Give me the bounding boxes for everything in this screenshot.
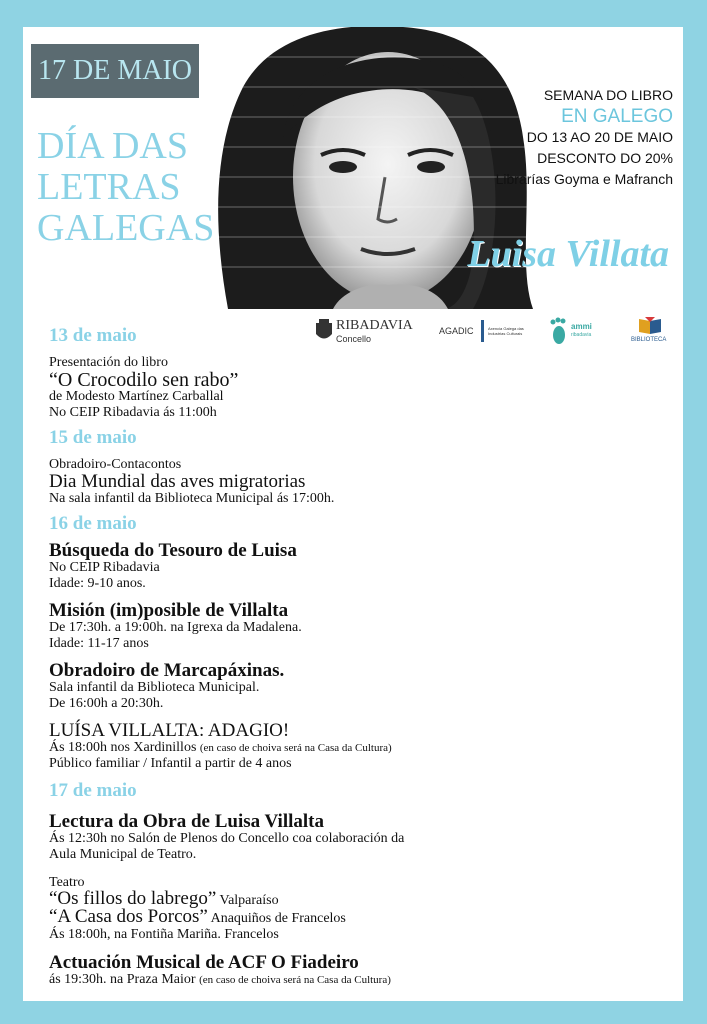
event-item [49, 953, 669, 988]
event-item [49, 812, 669, 863]
rain-note: (en caso de choiva será na Casa da Cultura) [199, 974, 391, 986]
event-title-line: DÍA DAS [37, 125, 188, 167]
play-title: “Os fillos do labrego” [49, 888, 217, 909]
event-title-line: GALEGAS [37, 207, 215, 249]
author-name: Luisa Villata [467, 233, 669, 275]
play-company: Anaquiños de Francelos [210, 911, 346, 926]
event-item [49, 355, 669, 421]
event-detail [49, 740, 669, 756]
book-week-info [443, 85, 673, 190]
event-detail: De 17:30h. a 19:00h. na Igrexa da Madalena. [49, 620, 302, 635]
event-type: Presentación do libro [49, 355, 168, 370]
week-line: SEMANA DO LIBRO [543, 87, 673, 103]
event-detail: Na sala infantil da Biblioteca Municipal ás 17:00h. [49, 491, 335, 506]
event-detail: Ás 18:00h, na Fontiña Mariña. Francelos [49, 927, 279, 942]
event-detail [49, 906, 669, 927]
biblioteca-wordmark: BIBLIOTECA [631, 337, 667, 343]
event-item [49, 721, 669, 772]
event-detail: Idade: 11-17 anos [49, 636, 149, 651]
day-heading: 17 de maio [49, 780, 137, 801]
event-title: Misión (im)posible de Villalta [49, 600, 289, 621]
ribadavia-wordmark: RIBADAVIA [336, 318, 413, 333]
event-detail: Sala infantil da Biblioteca Municipal. [49, 680, 260, 695]
event-item [49, 457, 669, 507]
event-type: Obradoiro-Contacontos [49, 457, 182, 472]
event-title: Obradoiro de Marcapáxinas. [49, 660, 285, 681]
week-line: DESCONTO DO 20% [537, 150, 673, 166]
event-item [49, 601, 669, 652]
week-line-accent: EN GALEGO [561, 106, 673, 127]
event-detail: No CEIP Ribadavia ás 11:00h [49, 405, 217, 420]
event-detail: Aula Municipal de Teatro. [49, 847, 197, 862]
agadic-subtitle: Axencia Galega das Industrias Culturais [488, 326, 524, 336]
week-line: Librarías Goyma e Mafranch [495, 171, 673, 187]
event-type: Teatro [49, 875, 85, 890]
day-heading: 15 de maio [49, 427, 137, 448]
play-company: Valparaíso [219, 893, 279, 908]
ammi-subtitle: ribadavia [571, 332, 592, 338]
event-title: Actuación Musical de ACF O Fiadeiro [49, 952, 359, 973]
concello-wordmark: Concello [336, 334, 372, 344]
poster [23, 27, 683, 1001]
event-detail: Ás 12:30h no Salón de Plenos do Concello coa colaboración da [49, 831, 405, 846]
agadic-wordmark: AGADIC [439, 326, 474, 336]
week-line: DO 13 AO 20 DE MAIO [526, 129, 673, 145]
ammi-wordmark: ammi [571, 322, 592, 331]
date-badge: 17 DE MAIO [31, 44, 199, 98]
event-title: Búsqueda do Tesouro de Luisa [49, 540, 297, 561]
event-title-line: LETRAS [37, 166, 181, 208]
event-detail: Público familiar / Infantil a partir de 4 anos [49, 756, 292, 771]
play-title: “A Casa dos Porcos” [49, 906, 208, 927]
event-detail: No CEIP Ribadavia [49, 560, 160, 575]
event-title: Lectura da Obra de Luisa Villalta [49, 811, 324, 832]
event-title [37, 126, 237, 249]
day-heading: 13 de maio [49, 325, 137, 346]
event-item [49, 661, 669, 712]
event-detail [49, 972, 669, 988]
rain-note: (en caso de choiva será na Casa da Cultura) [199, 742, 392, 754]
day-heading: 16 de maio [49, 513, 137, 534]
event-item [49, 541, 669, 592]
event-item [49, 875, 669, 943]
event-title: “O Crocodilo sen rabo” [49, 369, 239, 391]
event-time: ás 19:30h. na Praza Maior [49, 972, 196, 987]
event-detail: Idade: 9-10 anos. [49, 576, 146, 591]
event-time: Ás 18:00h nos Xardinillos [49, 740, 197, 755]
event-detail: de Modesto Martínez Carballal [49, 389, 224, 404]
event-title: Dia Mundial das aves migratorias [49, 471, 306, 492]
event-detail: De 16:00h a 20:30h. [49, 696, 164, 711]
event-title: LUÍSA VILLALTA: ADAGIO! [49, 720, 290, 741]
program [49, 323, 669, 988]
